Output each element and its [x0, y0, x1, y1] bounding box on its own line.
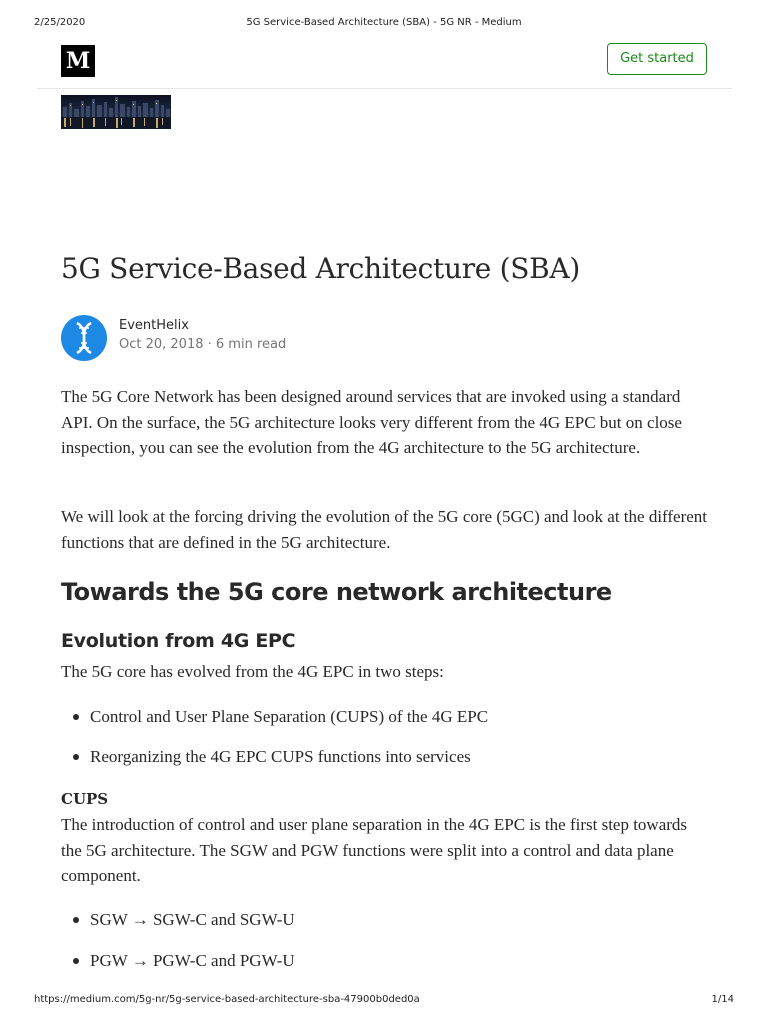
- print-date: 2/25/2020: [34, 17, 86, 28]
- paragraph-intro: The 5G Core Network has been designed around services that are invoked using a standard API. On the surface, the 5G architecture looks very different from the 4G EPC but on close inspection, you can see the evolution from the 4G architecture to the 5G architecture.: [61, 387, 682, 457]
- list-item-text: Control and User Plane Separation (CUPS) of the 4G EPC: [90, 707, 489, 726]
- list-item-text: SGW → SGW-C and SGW-U: [90, 910, 295, 929]
- hero-image: [61, 95, 171, 129]
- cups-heading: CUPS: [61, 790, 109, 808]
- list-item-text: Reorganizing the 4G EPC CUPS functions into services: [90, 747, 471, 766]
- bullet-dot: [73, 958, 79, 964]
- print-page-number: 1/14: [711, 994, 734, 1005]
- medium-logo[interactable]: M: [61, 45, 95, 77]
- print-page-title: 5G Service-Based Architecture (SBA) - 5G NR - Medium: [246, 17, 522, 28]
- article-meta: Oct 20, 2018 · 6 min read: [119, 337, 287, 352]
- author-avatar[interactable]: [61, 315, 107, 361]
- print-url: https://medium.com/5g-nr/5g-service-based-architecture-sba-47900b0ded0a: [34, 994, 420, 1005]
- print-header: [0, 17, 768, 31]
- bullet-dot: [73, 714, 79, 720]
- subsection-heading: Evolution from 4G EPC: [61, 630, 296, 652]
- paragraph-cups: The introduction of control and user plane separation in the 4G EPC is the first step towards the 5G architecture. The SGW and PGW functions were split into a control and data plane component.: [61, 815, 688, 885]
- author-name[interactable]: EventHelix: [119, 318, 189, 333]
- paragraph-scope: We will look at the forcing driving the evolution of the 5G core (5GC) and look at the different functions that are defined in the 5G architecture.: [61, 507, 708, 552]
- section-heading: Towards the 5G core network architecture: [61, 578, 612, 606]
- list-item-text: PGW → PGW-C and PGW-U: [90, 951, 295, 970]
- get-started-button[interactable]: Get started: [607, 43, 707, 75]
- top-navigation: [37, 40, 732, 89]
- paragraph-steps-intro: The 5G core has evolved from the 4G EPC in two steps:: [61, 662, 444, 681]
- bullet-dot: [73, 917, 79, 923]
- article-title: 5G Service-Based Architecture (SBA): [61, 252, 580, 285]
- bullet-dot: [73, 754, 79, 760]
- print-footer: [0, 994, 768, 1008]
